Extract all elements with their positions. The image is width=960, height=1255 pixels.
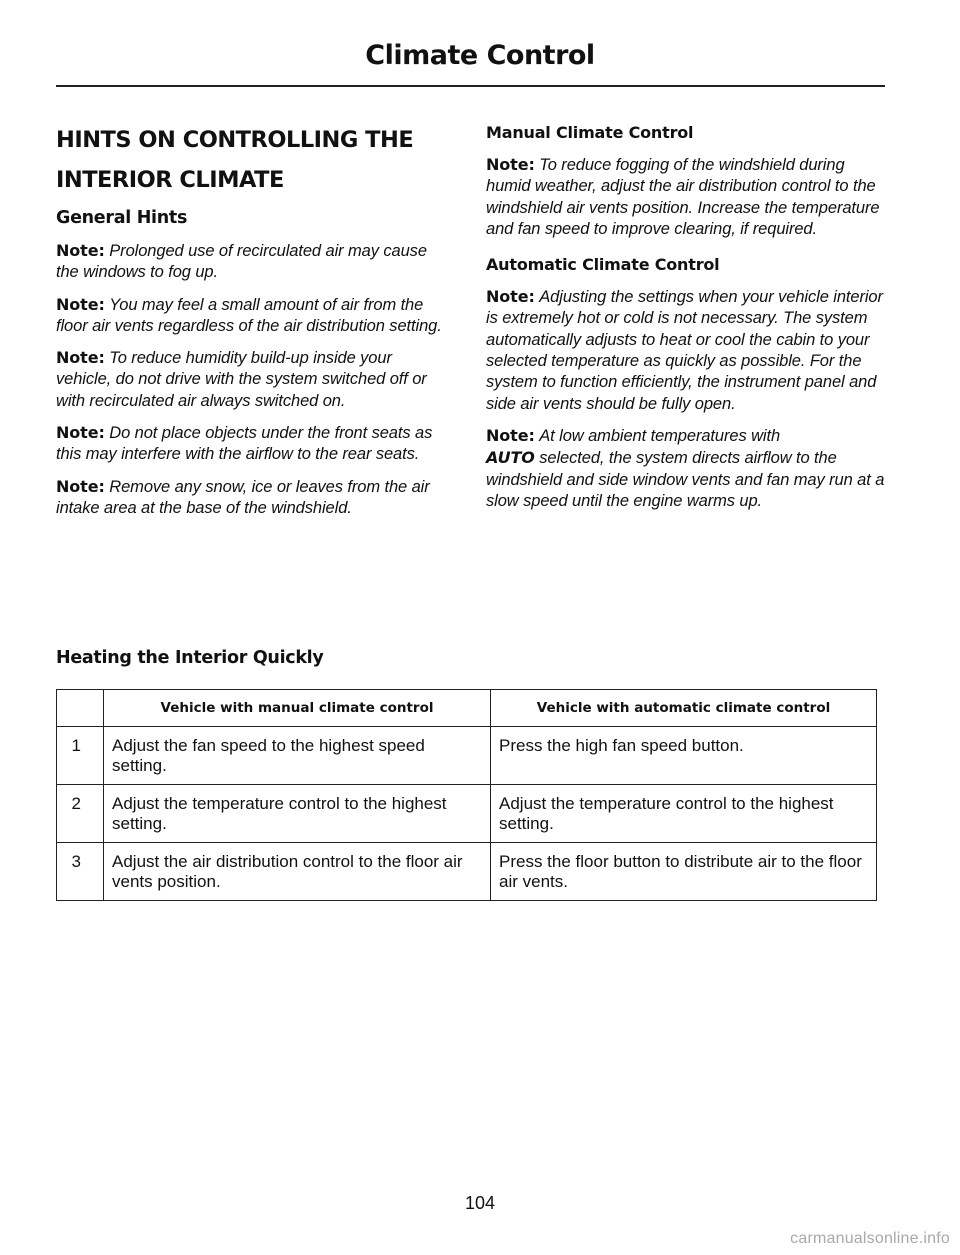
note-text: At low ambient temperatures with xyxy=(539,426,781,445)
note-text: Prolonged use of recirculated air may cause the windows to fog up. xyxy=(56,242,427,282)
step-number: 2 xyxy=(57,785,104,843)
note-paragraph xyxy=(56,422,448,466)
note-label: Note: xyxy=(56,348,105,368)
note-paragraph xyxy=(56,476,448,520)
heating-heading: Heating the Interior Quickly xyxy=(56,648,324,668)
column-header-manual: Vehicle with manual climate control xyxy=(104,690,491,727)
page-header-title: Climate Control xyxy=(365,40,595,71)
note-text: You may feel a small amount of air from the floor air vents regardless of the air distribution setting. xyxy=(56,295,442,335)
watermark: carmanualsonline.info xyxy=(790,1230,950,1247)
column-header-number xyxy=(57,690,104,727)
note-text: Adjusting the settings when your vehicle interior is extremely hot or cold is not necessary. The system automatically adjusts to heat or cool the cabin to your selected temperature as quickly as possible. For the system to function efficiently, the instrument panel and side air vents should be fully open. xyxy=(486,288,883,413)
automatic-step: Adjust the temperature control to the highest setting. xyxy=(491,785,877,843)
note-label: Note: xyxy=(486,155,535,174)
note-text: Do not place objects under the front seats as this may interfere with the airflow to the rear seats. xyxy=(56,424,433,464)
table-header-row xyxy=(57,690,877,727)
section-title xyxy=(56,120,448,200)
left-column xyxy=(56,120,448,529)
note-label: Note: xyxy=(56,423,105,443)
section-title-line2: INTERIOR CLIMATE xyxy=(56,167,284,193)
table-row xyxy=(57,843,877,901)
note-text: selected, the system directs airflow to the windshield and side window vents and fan may run at a slow speed until the engine warms up. xyxy=(486,449,885,510)
step-number: 1 xyxy=(57,727,104,785)
automatic-step: Press the floor button to distribute air to the floor air vents. xyxy=(491,843,877,901)
note-label: Note: xyxy=(56,241,105,260)
automatic-note-2 xyxy=(486,425,886,512)
manual-note xyxy=(486,154,886,240)
table-row xyxy=(57,785,877,843)
manual-climate-heading: Manual Climate Control xyxy=(486,123,694,142)
note-label: Note: xyxy=(56,294,105,314)
column-header-automatic: Vehicle with automatic climate control xyxy=(491,690,877,727)
automatic-note-1 xyxy=(486,286,886,415)
right-column xyxy=(486,122,886,522)
note-paragraph xyxy=(56,240,448,284)
manual-step: Adjust the air distribution control to the floor air vents position. xyxy=(104,843,491,901)
general-hints-heading: General Hints xyxy=(56,208,188,228)
section-title-line1: HINTS ON CONTROLLING THE xyxy=(56,127,414,153)
auto-keyword: AUTO xyxy=(486,448,535,468)
note-text: Remove any snow, ice or leaves from the air intake area at the base of the windshield. xyxy=(56,477,430,517)
header-divider xyxy=(56,85,885,87)
note-paragraph xyxy=(56,294,448,338)
note-text: To reduce humidity build-up inside your vehicle, do not drive with the system switched off or with recirculated air always switched on. xyxy=(56,349,427,410)
manual-step: Adjust the temperature control to the highest setting. xyxy=(104,785,491,843)
note-text: To reduce fogging of the windshield during humid weather, adjust the air distribution control to the windshield air vents position. Increase the temperature and fan speed to improve clearing, if required. xyxy=(486,156,880,238)
note-label: Note: xyxy=(56,476,105,496)
note-label: Note: xyxy=(486,287,535,307)
heating-steps-table xyxy=(56,689,877,901)
automatic-step: Press the high fan speed button. xyxy=(491,727,877,785)
note-label: Note: xyxy=(486,425,535,445)
manual-step: Adjust the fan speed to the highest speed setting. xyxy=(104,727,491,785)
note-paragraph xyxy=(56,347,448,412)
page-number: 104 xyxy=(464,1193,496,1213)
step-number: 3 xyxy=(57,843,104,901)
table-row xyxy=(57,727,877,785)
automatic-climate-heading: Automatic Climate Control xyxy=(486,255,720,275)
